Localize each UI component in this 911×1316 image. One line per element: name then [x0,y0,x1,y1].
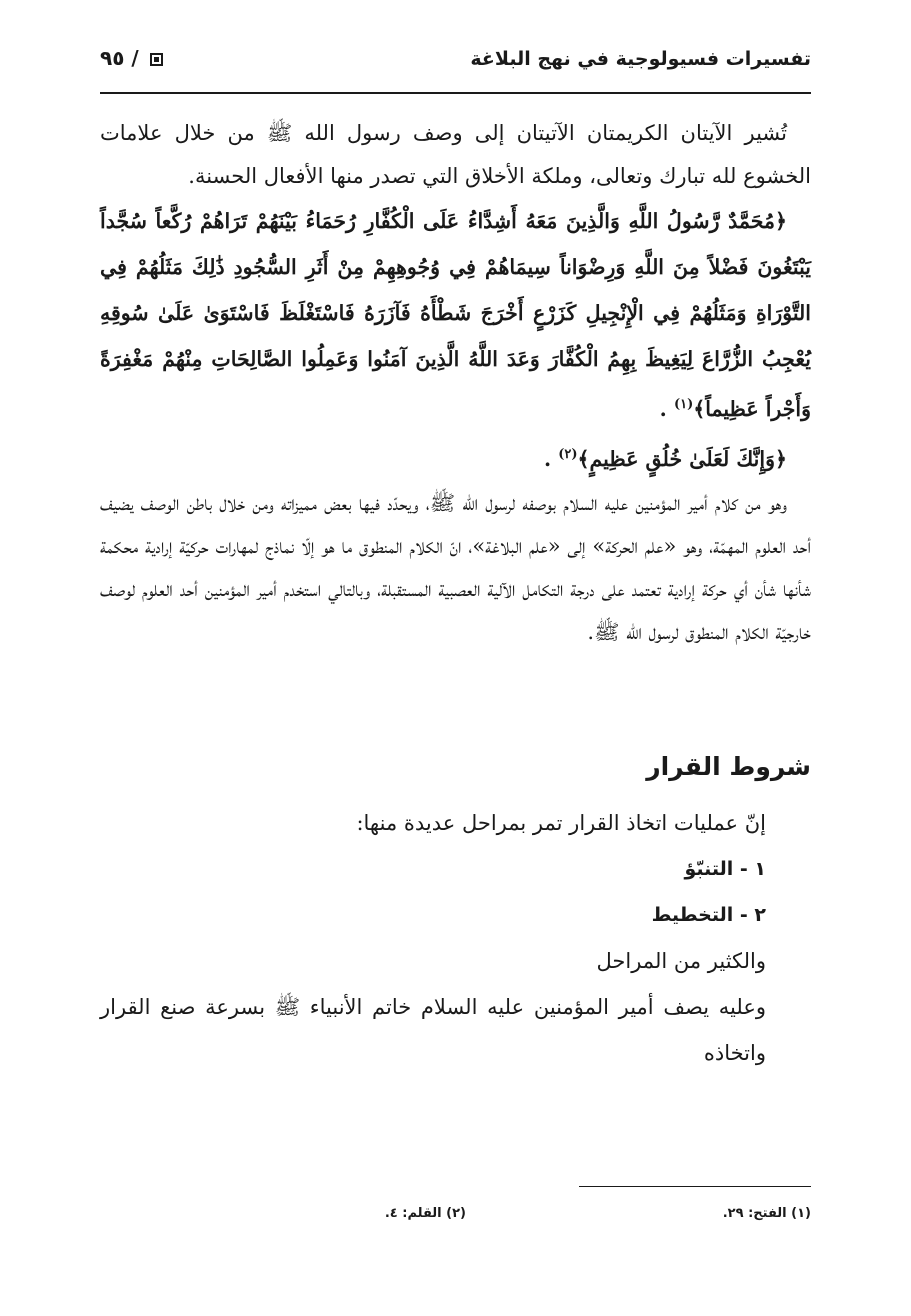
paragraph-intro: تُشير الآيتان الكريمتان الآتيتان إلى وصف رسول الله ﷺ من خلال علامات الخشوع لله تبارك وتعالى، وملكة الأخلاق التي تصدر منها الأفعال الحسنة. [100,121,811,188]
footnote-1: (١) الفتح: ٢٩. [722,1206,811,1221]
header-title: تفسيرات فسيولوجية في نهج البلاغة [470,48,811,70]
quran-verse-text: ﴿وَإِنَّكَ لَعَلَىٰ خُلُقٍ عَظِيمٍ﴾ [577,446,787,471]
page-number: ٩٥ [100,46,125,70]
header-rule [100,92,811,94]
quran-verse-fath: ﴿مُحَمَّدٌ رَّسُولُ اللَّهِ وَالَّذِينَ مَعَهُ أَشِدَّاءُ عَلَى الْكُفَّارِ رُحَمَاءُ بَيْنَهُمْ تَرَاهُمْ رُكَّعاً سُجَّداً يَبْتَغُونَ فَضْلاً مِنَ اللَّهِ وَرِضْوَاناً سِيمَاهُمْ فِي وُجُوهِهِمْ مِنْ أَثَرِ السُّجُودِ ذَٰلِكَ مَثَلُهُمْ فِي التَّوْرَاةِ وَمَثَلُهُمْ فِي الْإِنْجِيلِ كَزَرْعٍ أَخْرَجَ شَطْأَهُ فَآزَرَهُ فَاسْتَغْلَظَ فَاسْتَوَىٰ عَلَىٰ سُوقِهِ يُعْجِبُ الزُّرَّاعَ لِيَغِيظَ بِهِمُ الْكُفَّارَ وَعَدَ اللَّهُ الَّذِينَ آمَنُوا وَعَمِلُوا الصَّالِحَاتِ مِنْهُمْ مَغْفِرَةً وَأَجْراً عَظِيماً﴾$^{(١)}$ . [100,209,811,421]
section-last-line: وعليه يصف أمير المؤمنين عليه السلام خاتم الأنبياء ﷺ بسرعة صنع القرار واتخاذه [100,995,766,1065]
header-separator: / [131,46,139,70]
section-heading: شروط القرار [646,752,811,781]
footnote-rule [579,1186,811,1187]
paragraph-commentary: وهو من كلام أمير المؤمنين عليه السلام بوصفه لرسول الله ﷺ، ويحدّد فيها بعض مميزاته ومن خلال باطن الوصف يضيف أحد العلوم المهمّة، وهو «علم الحركة» إلى «علم البلاغة»، انّ الكلام المنطوق ما هو إلّا نماذج لمهارات حركيّة إرادية محكمة شأنها شأن أي حركة إرادية تعتمد على درجة التكامل الآلية العصبية المستقبلة، وبالتالي استخدم أمير المؤمنين أحد العلوم لوصف خارجيّة الكلام المنطوق لرسول الله ﷺ. [100,490,811,644]
section-intro: إنّ عمليات اتخاذ القرار تمر بمراحل عديدة منها: [356,811,766,835]
list-item: ٢ - التخطيط [651,904,766,926]
footnote-ref-2: (٢) [558,446,578,462]
header-page-number [100,46,167,70]
running-header [100,42,811,88]
section-more: والكثير من المراحل [596,949,766,973]
quran-verse-qalam: ﴿وَإِنَّكَ لَعَلَىٰ خُلُقٍ عَظِيمٍ﴾$^{(٢)}$ . [543,446,787,471]
quran-verse-text: ﴿مُحَمَّدٌ رَّسُولُ اللَّهِ وَالَّذِينَ مَعَهُ أَشِدَّاءُ عَلَى الْكُفَّارِ رُحَمَاءُ بَيْنَهُمْ تَرَاهُمْ رُكَّعاً سُجَّداً يَبْتَغُونَ فَضْلاً مِنَ اللَّهِ وَرِضْوَاناً سِيمَاهُمْ فِي وُجُوهِهِمْ مِنْ أَثَرِ السُّجُودِ ذَٰلِكَ مَثَلُهُمْ فِي التَّوْرَاةِ وَمَثَلُهُمْ فِي الْإِنْجِيلِ كَزَرْعٍ أَخْرَجَ شَطْأَهُ فَآزَرَهُ فَاسْتَغْلَظَ فَاسْتَوَىٰ عَلَىٰ سُوقِهِ يُعْجِبُ الزُّرَّاعَ لِيَغِيظَ بِهِمُ الْكُفَّارَ وَعَدَ اللَّهُ الَّذِينَ آمَنُوا وَعَمِلُوا الصَّالِحَاتِ مِنْهُمْ مَغْفِرَةً وَأَجْراً عَظِيماً﴾ [100,209,811,421]
footnote-2: (٢) القلم: ٤. [384,1206,466,1221]
section-body [100,800,811,1076]
list-item: ١ - التنبّؤ [684,858,766,880]
footnote-ref-1: (١) [673,397,694,412]
ornament-square-icon [150,53,163,66]
main-text [100,112,811,654]
